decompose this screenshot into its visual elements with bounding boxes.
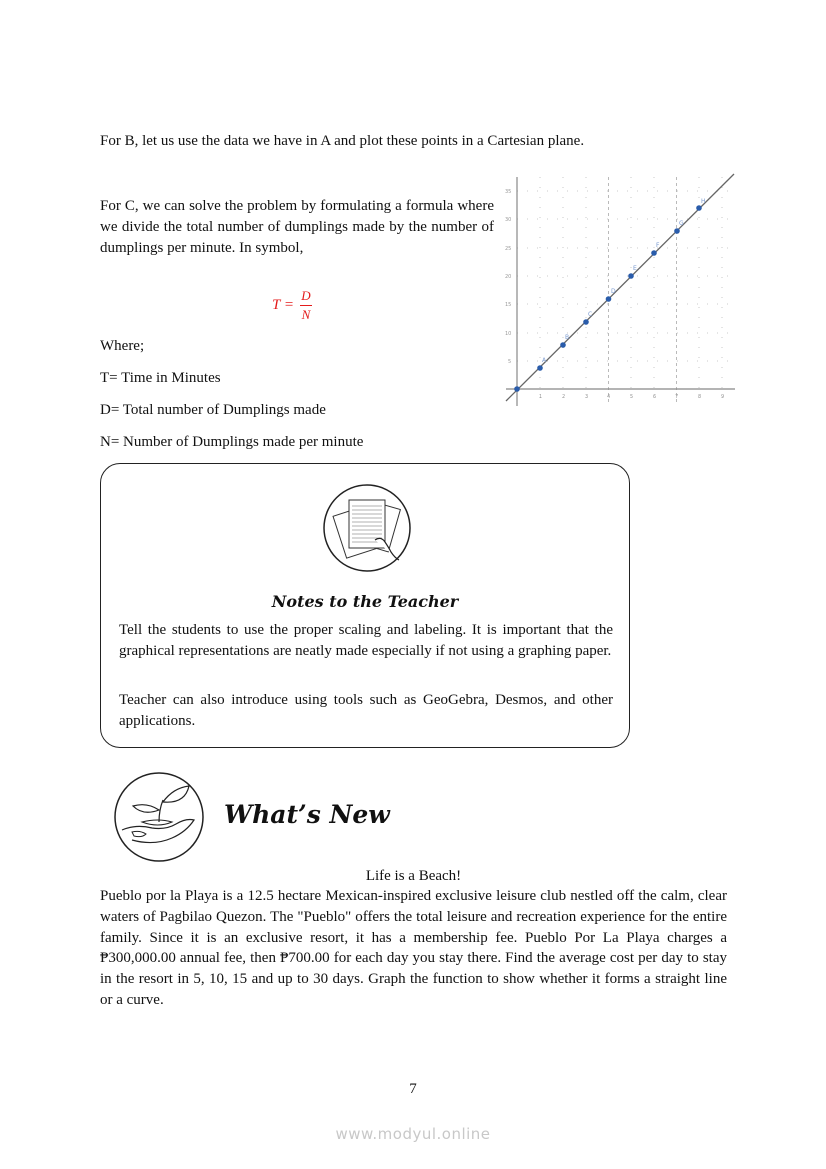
section-b-text: For B, let us use the data we have in A and plot these points in a Cartesian plane. — [100, 133, 585, 149]
story-title: Life is a Beach! — [365, 868, 462, 884]
svg-text:10: 10 — [505, 331, 512, 337]
point-labels — [542, 198, 706, 364]
fraction-bar — [300, 305, 312, 306]
svg-text:20: 20 — [505, 274, 512, 280]
svg-text:5: 5 — [630, 394, 634, 400]
grid — [517, 177, 735, 402]
svg-text:C: C — [588, 311, 593, 318]
papers-in-hand-icon — [321, 482, 413, 574]
svg-text:15: 15 — [505, 302, 512, 308]
svg-text:5: 5 — [508, 359, 512, 365]
numerator: D — [301, 288, 311, 303]
svg-text:D: D — [611, 288, 616, 295]
svg-text:B: B — [565, 334, 570, 341]
svg-text:4: 4 — [607, 394, 611, 400]
svg-text:H: H — [701, 198, 706, 205]
svg-text:6: 6 — [653, 394, 657, 400]
svg-text:2: 2 — [562, 394, 566, 400]
formula-lhs: T = — [272, 297, 294, 313]
notes-paragraph-1: Tell the students to use the proper scaling and labeling. It is important that the graphical representations are neatly made especially if not using a graphing paper. — [119, 622, 613, 659]
y-tick-labels — [505, 189, 511, 365]
page-number: 7 — [409, 1081, 417, 1097]
whats-new-heading: What’s New — [224, 800, 390, 829]
svg-text:E: E — [633, 265, 637, 272]
denominator: N — [301, 307, 311, 322]
notes-to-teacher-box — [100, 463, 630, 748]
notes-title: Notes to the Teacher — [271, 592, 459, 611]
plant-in-hand-icon — [112, 770, 206, 864]
cartesian-plot — [500, 172, 740, 410]
x-tick-labels — [539, 394, 724, 400]
svg-text:35: 35 — [505, 189, 512, 195]
fraction — [300, 289, 312, 322]
svg-text:1: 1 — [539, 394, 543, 400]
svg-text:30: 30 — [505, 217, 512, 223]
formula — [272, 289, 312, 322]
definition-n: N= Number of Dumplings made per minute — [100, 434, 364, 450]
svg-text:A: A — [542, 357, 547, 364]
definition-d: D= Total number of Dumplings made — [100, 402, 326, 418]
story-body: Pueblo por la Playa is a 12.5 hectare Mexican-inspired exclusive leisure club nestled off the calm, clear waters of Pagbilao Quezon. The "Pueblo" offers the total leisure and recreation experience for the entire family. Since it is an exclusive resort, it has a membership fee. Pueblo Por La Playa charges a ₱300,000.00 annual fee, then ₱700.00 for each day you stay there. Find the average cost per day to stay in the resort in 5, 10, 15 and up to 30 days. Graph the function to show whether it forms a straight line or a curve. — [100, 888, 727, 1008]
svg-text:7: 7 — [675, 394, 679, 400]
where-label: Where; — [100, 338, 145, 354]
svg-text:G: G — [679, 220, 684, 227]
svg-text:3: 3 — [585, 394, 589, 400]
watermark: www.modyul.online — [335, 1125, 491, 1143]
svg-text:9: 9 — [721, 394, 725, 400]
definition-t: T= Time in Minutes — [100, 370, 221, 386]
section-c-text: For C, we can solve the problem by formulating a formula where we divide the total number of dumplings made by the number of dumplings per minute. In symbol, — [100, 198, 494, 256]
svg-text:8: 8 — [698, 394, 702, 400]
svg-text:F: F — [656, 242, 660, 249]
svg-text:25: 25 — [505, 246, 512, 252]
notes-paragraph-2: Teacher can also introduce using tools such as GeoGebra, Desmos, and other applications. — [119, 692, 613, 729]
